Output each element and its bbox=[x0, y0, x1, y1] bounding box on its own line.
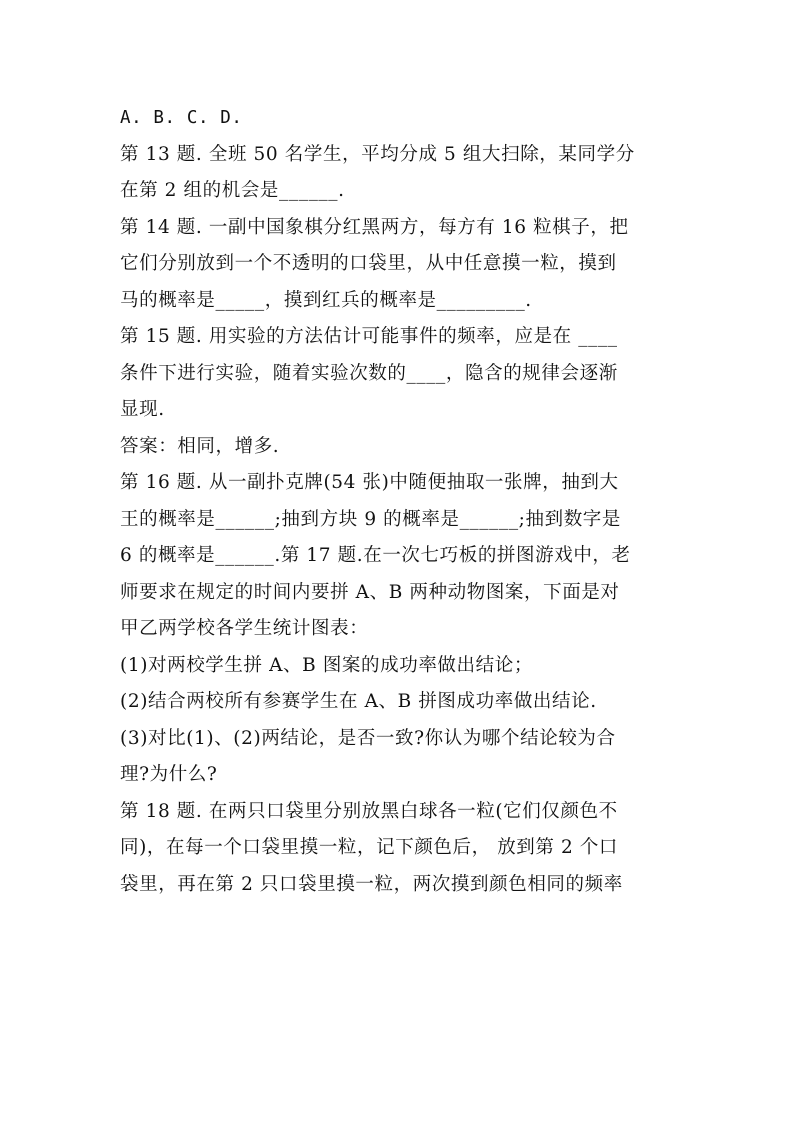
question-17-line-2: 师要求在规定的时间内要拼 A、B 两种动物图案，下面是对 bbox=[120, 581, 620, 603]
question-13-line-1: 第 13 题. 全班 50 名学生，平均分成 5 组大扫除，某同学分 bbox=[120, 143, 635, 165]
question-16-line-1: 第 16 题. 从一副扑克牌(54 张)中随便抽取一张牌，抽到大 bbox=[120, 472, 619, 493]
question-13-line-2: 在第 2 组的机会是______. bbox=[120, 180, 345, 201]
question-15-answer: 答案：相同，增多. bbox=[120, 435, 280, 457]
question-17-part-3-line-1: (3)对比(1)、(2)两结论，是否一致?你认为哪个结论较为合 bbox=[120, 727, 616, 749]
question-15-line-1: 第 15 题. 用实验的方法估计可能事件的频率，应是在 ____ bbox=[120, 326, 618, 347]
question-17-part-1: (1)对两校学生拼 A、B 图案的成功率做出结论； bbox=[120, 654, 533, 676]
question-17-part-3-line-2: 理?为什么? bbox=[120, 764, 218, 785]
question-17-line-3: 甲乙两学校各学生统计图表： bbox=[120, 618, 369, 639]
answer-options-line: A. B. C. D. bbox=[120, 108, 243, 128]
question-14-line-3: 马的概率是_____，摸到红兵的概率是_________. bbox=[120, 289, 532, 311]
question-18-line-1: 第 18 题. 在两只口袋里分别放黑白球各一粒(它们仅颜色不 bbox=[120, 800, 618, 822]
question-18-line-3: 袋里，再在第 2 只口袋里摸一粒，两次摸到颜色相同的频率 bbox=[120, 873, 623, 895]
question-16-line-2: 王的概率是______;抽到方块 9 的概率是______;抽到数字是 bbox=[120, 508, 621, 530]
question-16-17-line: 6 的概率是______.第 17 题.在一次七巧板的拼图游戏中，老 bbox=[120, 545, 631, 566]
question-18-line-2: 同)，在每一个口袋里摸一粒，记下颜色后， 放到第 2 个口 bbox=[120, 837, 619, 858]
question-14-line-1: 第 14 题. 一副中国象棋分红黑两方，每方有 16 粒棋子，把 bbox=[120, 216, 629, 238]
question-15-line-3: 显现. bbox=[120, 399, 165, 420]
question-15-line-2: 条件下进行实验，随着实验次数的____，隐含的规律会逐渐 bbox=[120, 362, 618, 384]
document-page bbox=[120, 100, 680, 903]
question-14-line-2: 它们分别放到一个不透明的口袋里，从中任意摸一粒，摸到 bbox=[120, 253, 617, 274]
question-17-part-2: (2)结合两校所有参赛学生在 A、B 拼图成功率做出结论. bbox=[120, 691, 597, 712]
